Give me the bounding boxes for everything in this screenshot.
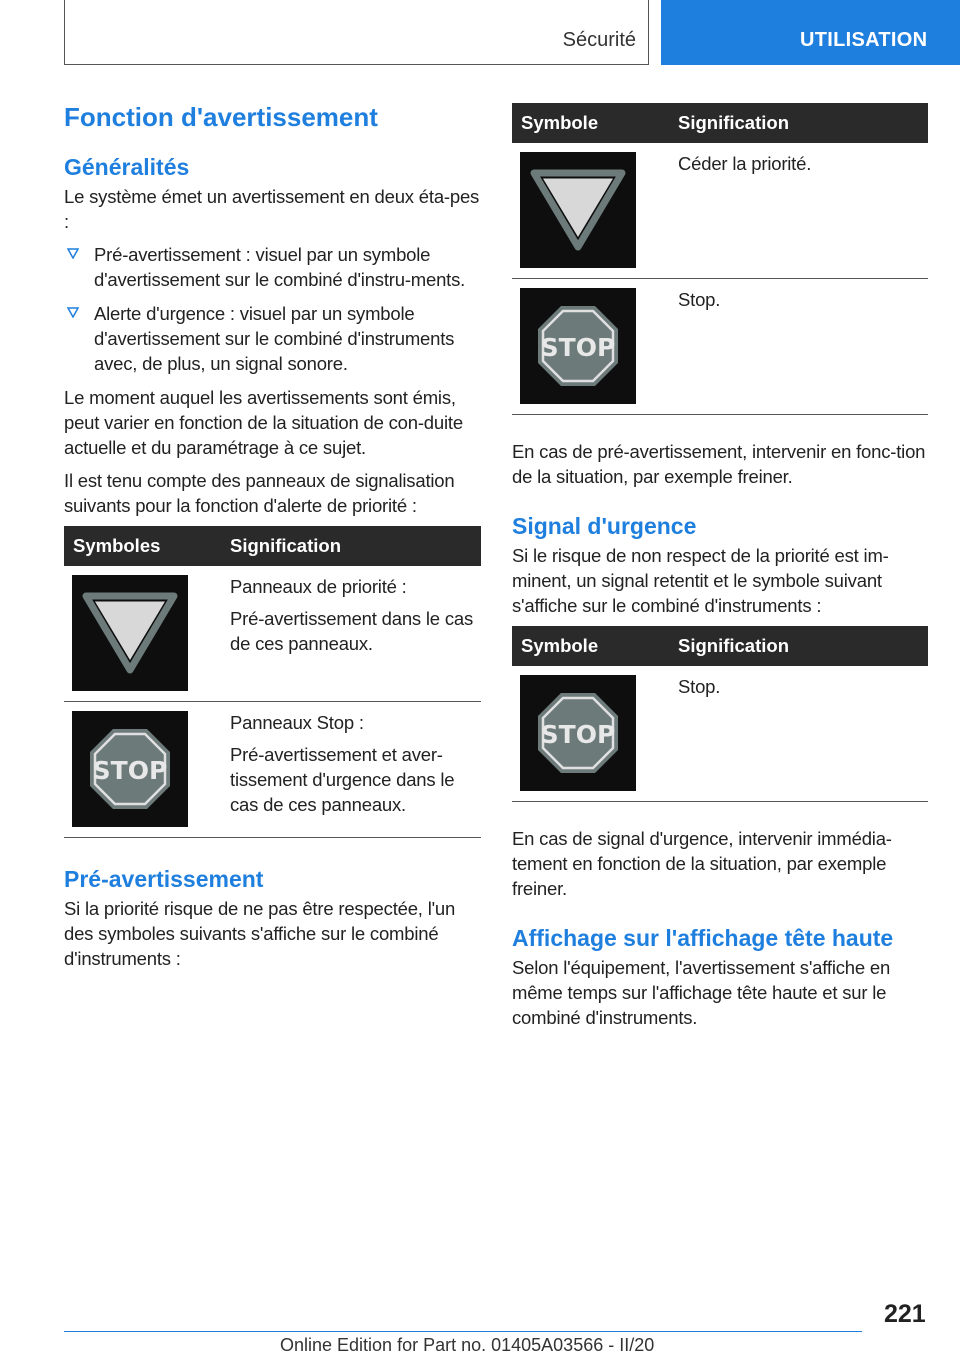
left-column [64,100,481,979]
right-column [512,103,928,1038]
bullet-text: Pré-avertissement : visuel par un symbole d'avertissement sur le combiné d'instru-ments. [94,244,466,290]
table-header-meaning: Signification [230,526,481,566]
bullet-item [64,301,481,376]
svg-text:STOP: STOP [540,720,616,749]
prewarning-heading: Pré-avertissement [64,866,264,892]
yield-sign-icon [72,575,188,691]
table-row [512,666,928,802]
urgent-heading: Signal d'urgence [512,513,697,539]
table-cell-text: Stop. [678,289,721,310]
general-para-timing: Le moment auquel les avertissements sont émis, peut varier en fonction de la situation de con-duite actuelle et du paramétrage à ce sujet. [64,387,463,458]
general-heading: Généralités [64,154,190,180]
header-chapter-tab[interactable] [661,0,960,65]
table-header-row [64,526,481,566]
table-cell-text: Céder la priorité. [678,153,812,174]
general-intro: Le système émet un avertissement en deux éta-pes : [64,186,480,232]
hud-text: Selon l'équipement, l'avertissement s'affiche en même temps sur l'affichage tête haute et sur le combiné d'instruments. [512,957,891,1028]
table-cell-text: Pré-avertissement dans le cas de ces panneaux. [230,608,474,654]
table-header-meaning: Signification [678,103,928,143]
header-section-title: Sécurité [562,29,636,51]
svg-text:STOP: STOP [540,333,616,362]
stop-sign-icon [520,675,636,791]
bullet-text: Alerte d'urgence : visuel par un symbole d'avertissement sur le combiné d'instruments avec, de plus, un signal sonore. [94,303,455,374]
table-header-row [512,626,928,666]
urgent-symbols-table [512,626,928,802]
table-row [512,279,928,415]
table-cell-text: Panneaux Stop : [230,712,364,733]
header-chapter-title: UTILISATION [800,29,928,51]
table-cell-text: Stop. [678,676,721,697]
table-row [64,702,481,838]
stop-sign-icon [520,288,636,404]
table-row [64,566,481,702]
general-para-signs: Il est tenu compte des panneaux de signalisation suivants pour la fonction d'alerte de priorité : [64,470,455,516]
table-cell-text: Pré-avertissement et aver-tissement d'urgence dans le cas de ces panneaux. [230,744,455,815]
page-title: Fonction d'avertissement [64,102,378,132]
urgent-action-text: En cas de signal d'urgence, intervenir immédia-tement en fonction de la situation, par exemple freiner. [512,828,892,899]
table-header-meaning: Signification [678,626,928,666]
prewarning-action-text: En cas de pré-avertissement, intervenir en fonc-tion de la situation, par exemple freiner. [512,441,926,487]
symbols-table [64,526,481,838]
table-header-row [512,103,928,143]
table-header-symbols: Symboles [64,526,230,566]
page-number: 221 [884,1300,926,1328]
stop-sign-icon [72,711,188,827]
table-cell-text: Panneaux de priorité : [230,576,407,597]
footer-edition: Online Edition for Part no. 01405A03566 - II/20 [280,1335,655,1355]
table-header-symbol: Symbole [512,103,678,143]
svg-text:STOP: STOP [92,756,168,785]
urgent-text: Si le risque de non respect de la priorité est im-minent, un signal retentit et le symbole suivant s'affiche sur le combiné d'instruments : [512,545,889,616]
header-section-box [64,0,649,65]
yield-sign-icon [520,152,636,268]
table-row [512,143,928,279]
hud-heading: Affichage sur l'affichage tête haute [512,925,894,951]
table-header-symbol: Symbole [512,626,678,666]
bullet-item [64,242,481,292]
footer-divider [64,1331,862,1332]
prewarning-symbols-table [512,103,928,415]
prewarning-text: Si la priorité risque de ne pas être respectée, l'un des symboles suivants s'affiche sur le combiné d'instruments : [64,898,456,969]
